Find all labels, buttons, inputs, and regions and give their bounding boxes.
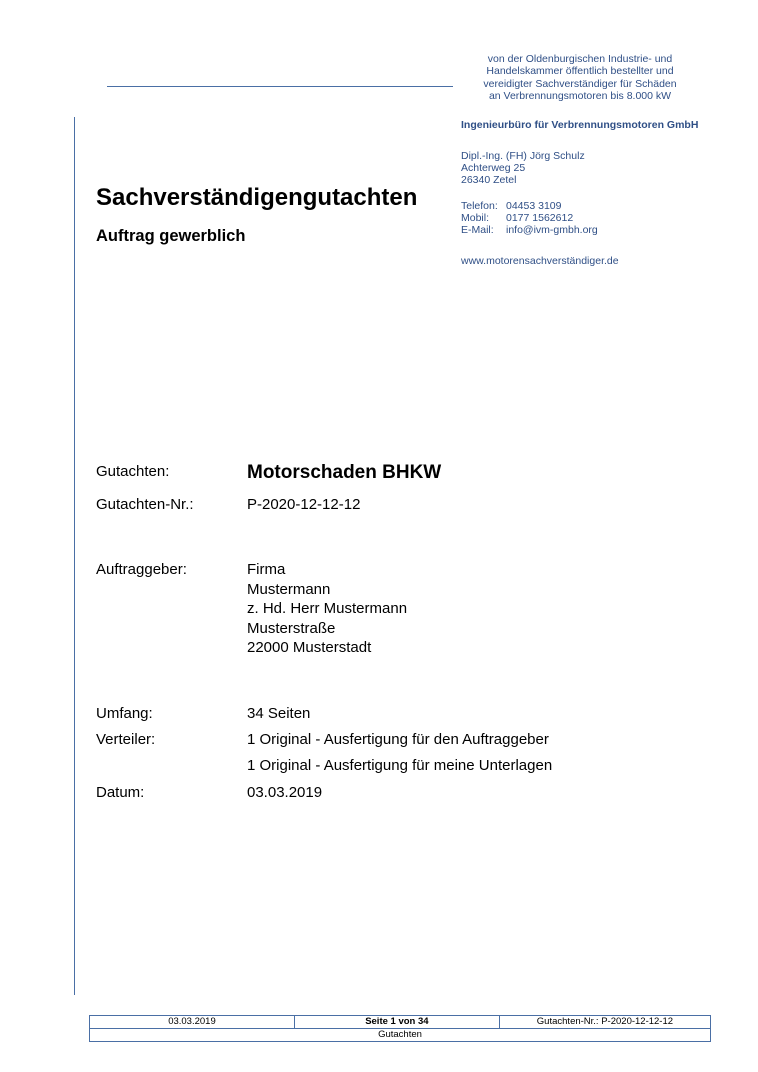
accreditation-block xyxy=(462,53,698,103)
datum-value: 03.03.2019 xyxy=(247,784,323,801)
accreditation-line: an Verbrennungsmotoren bis 8.000 kW xyxy=(488,90,672,103)
page-footer xyxy=(89,1015,711,1042)
datum-label: Datum: xyxy=(96,784,145,801)
auftraggeber-address xyxy=(247,560,407,658)
phone-value: 04453 3109 xyxy=(506,199,562,212)
margin-rule xyxy=(74,117,75,995)
contact-street: Achterweg 25 xyxy=(461,162,526,175)
footer-page-number: Seite 1 von 34 xyxy=(294,1016,499,1029)
contact-city: 26340 Zetel xyxy=(461,174,517,187)
address-line: Mustermann xyxy=(247,580,331,598)
mobile-value: 0177 1562612 xyxy=(506,211,574,224)
gutachten-nr-value: P-2020-12-12-12 xyxy=(247,496,361,513)
header-rule xyxy=(107,86,453,87)
gutachten-nr-label: Gutachten-Nr.: xyxy=(96,496,194,513)
office-name: Ingenieurbüro für Verbrennungsmotoren GmbH xyxy=(461,119,699,131)
document-title: Sachverständigengutachten xyxy=(96,184,418,211)
address-line: z. Hd. Herr Mustermann xyxy=(247,600,408,617)
umfang-value: 34 Seiten xyxy=(247,705,311,722)
verteiler-line: 1 Original - Ausfertigung für meine Unterlagen xyxy=(247,757,553,774)
gutachten-value: Motorschaden BHKW xyxy=(247,462,442,483)
footer-caption: Gutachten xyxy=(90,1029,711,1042)
address-line: 22000 Musterstadt xyxy=(247,639,372,656)
umfang-label: Umfang: xyxy=(96,705,153,722)
accreditation-line: vereidigter Sachverständiger für Schäden xyxy=(483,77,677,90)
contact-block xyxy=(461,150,741,267)
email-value: info@ivm-gmbh.org xyxy=(506,224,598,237)
address-line: Firma xyxy=(247,561,286,578)
verteiler-line: 1 Original - Ausfertigung für den Auftraggeber xyxy=(247,731,549,748)
website-link: www.motorensachverständiger.de xyxy=(461,255,619,268)
contact-mobile xyxy=(461,212,741,224)
footer-gutachten-nr: Gutachten-Nr.: P-2020-12-12-12 xyxy=(499,1016,710,1029)
verteiler-label: Verteiler: xyxy=(96,731,156,748)
address-line: Musterstraße xyxy=(247,619,336,637)
gutachten-label: Gutachten: xyxy=(96,463,170,480)
document-subtitle: Auftrag gewerblich xyxy=(96,227,246,245)
accreditation-line: Handelskammer öffentlich bestellter und xyxy=(486,65,674,78)
mobile-label: Mobil: xyxy=(461,211,490,224)
contact-phone xyxy=(461,200,741,212)
email-label: E-Mail: xyxy=(461,224,494,237)
contact-person: Dipl.-Ing. (FH) Jörg Schulz xyxy=(461,150,585,162)
auftraggeber-label: Auftraggeber: xyxy=(96,561,187,578)
accreditation-line: von der Oldenburgischen Industrie- und xyxy=(487,53,673,65)
phone-label: Telefon: xyxy=(461,199,498,212)
contact-email xyxy=(461,224,741,236)
footer-date: 03.03.2019 xyxy=(90,1016,295,1029)
